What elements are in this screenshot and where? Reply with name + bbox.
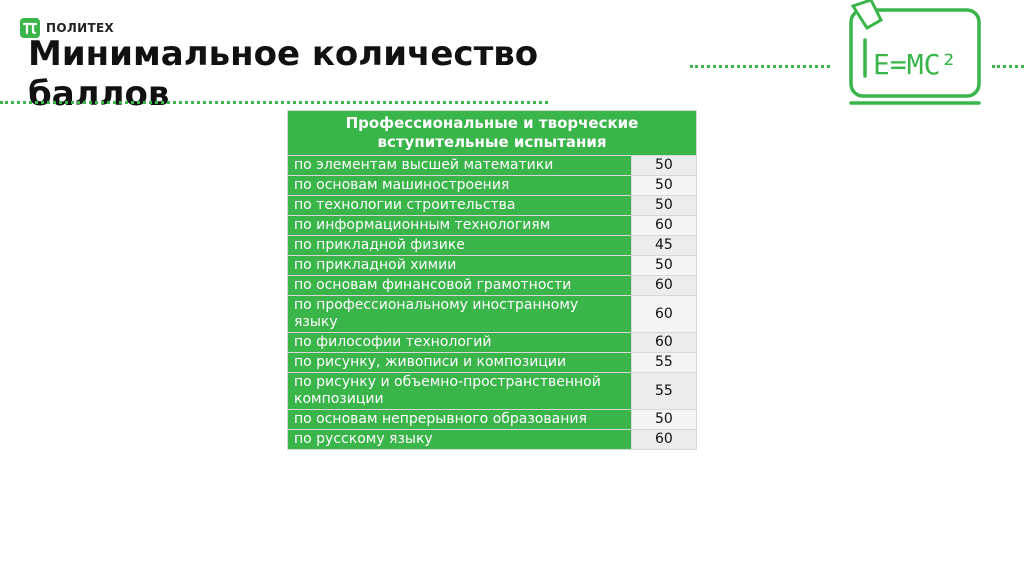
table-row [288, 176, 697, 196]
dotted-divider [0, 101, 548, 104]
score-cell: 50 [631, 256, 696, 276]
table-row [288, 196, 697, 216]
subject-cell: по элементам высшей математики [288, 156, 632, 176]
chalkboard-icon [845, 0, 990, 110]
subject-cell: по основам машиностроения [288, 176, 632, 196]
table-row [288, 236, 697, 256]
subject-cell: по основам непрерывного образования [288, 410, 632, 430]
subject-cell: по русскому языку [288, 430, 632, 450]
subject-cell: по прикладной химии [288, 256, 632, 276]
score-cell: 60 [631, 216, 696, 236]
table-row [288, 430, 697, 450]
dotted-divider [690, 65, 830, 68]
table-row [288, 256, 697, 276]
subject-cell: по рисунку и объемно-пространственной композиции [288, 373, 632, 410]
table-row [288, 296, 697, 333]
score-cell: 50 [631, 196, 696, 216]
subject-cell: по философии технологий [288, 333, 632, 353]
table-row [288, 216, 697, 236]
table-row [288, 373, 697, 410]
subject-cell: по информационным технологиям [288, 216, 632, 236]
score-cell: 55 [631, 373, 696, 410]
table-row [288, 333, 697, 353]
score-cell: 60 [631, 296, 696, 333]
score-cell: 50 [631, 176, 696, 196]
page-title: Минимальное количество баллов [28, 34, 539, 114]
subject-cell: по профессиональному иностранному языку [288, 296, 632, 333]
subject-cell: по технологии строительства [288, 196, 632, 216]
subject-cell: по прикладной физике [288, 236, 632, 256]
subject-cell: по основам финансовой грамотности [288, 276, 632, 296]
logo-text: ПОЛИТЕХ [46, 21, 114, 35]
score-cell: 60 [631, 276, 696, 296]
score-cell: 45 [631, 236, 696, 256]
scores-table [287, 110, 697, 450]
table-header: Профессиональные и творческие вступительные испытания [288, 111, 697, 156]
score-cell: 50 [631, 410, 696, 430]
table-row [288, 353, 697, 373]
table-row [288, 410, 697, 430]
subject-cell: по рисунку, живописи и композиции [288, 353, 632, 373]
table-row [288, 276, 697, 296]
formula-text: E=MC² [873, 48, 958, 81]
score-cell: 60 [631, 333, 696, 353]
score-cell: 50 [631, 156, 696, 176]
dotted-divider [992, 65, 1024, 68]
table-row [288, 156, 697, 176]
score-cell: 60 [631, 430, 696, 450]
score-cell: 55 [631, 353, 696, 373]
